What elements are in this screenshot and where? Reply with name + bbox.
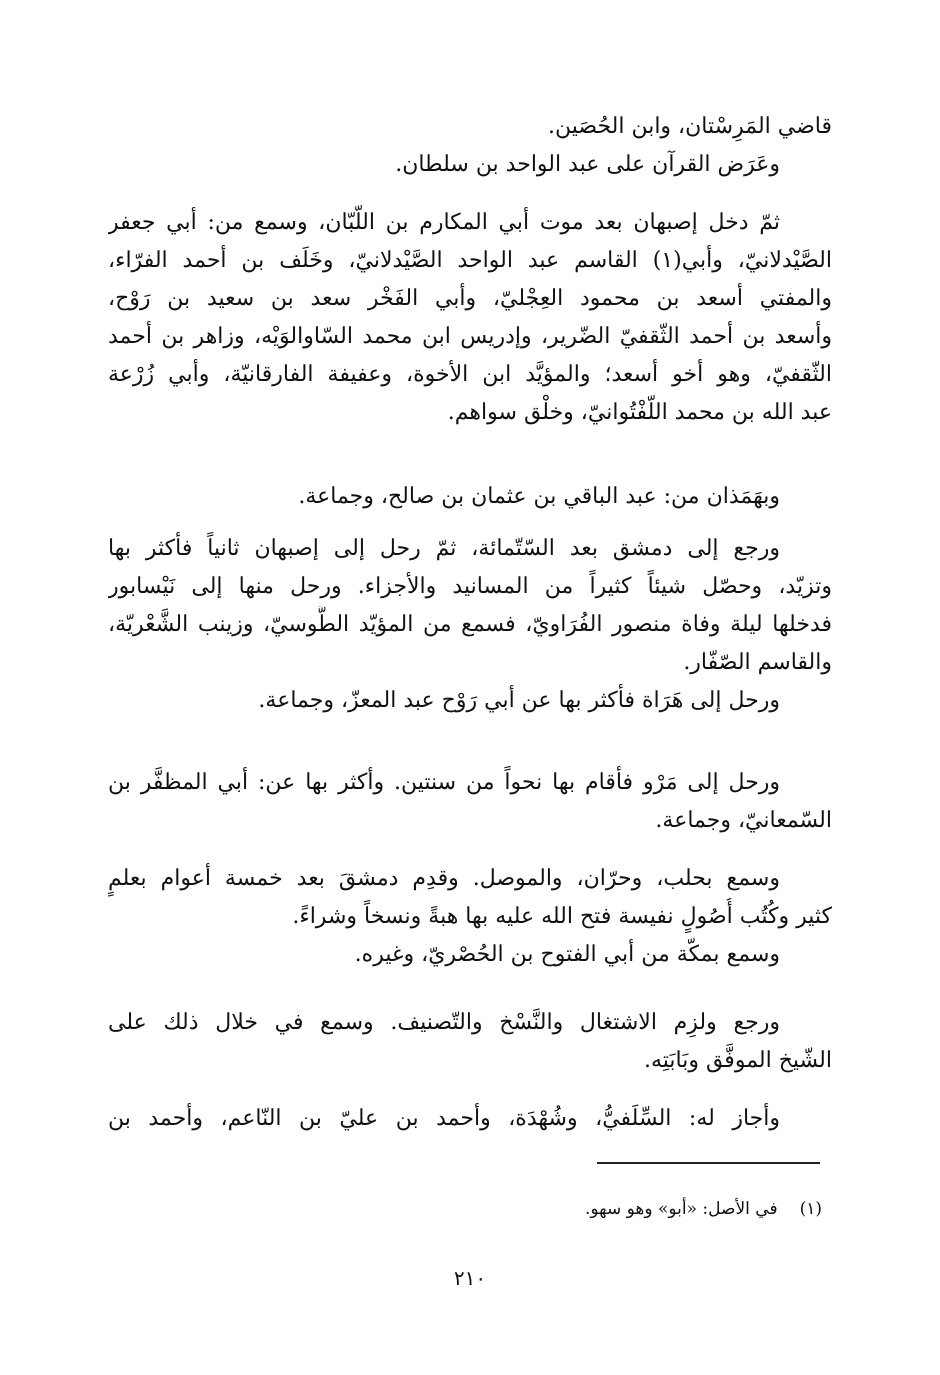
- text-line: ورجع ولزِم الاشتغال والنَّسْخ والتّصنيف. وسمع في خلال ذلك على: [108, 1010, 780, 1035]
- text-line: ورحل إلى مَرْو فأقام بها نحواً من سنتين. وأكثر بها عن: أبي المظفَّر بن: [108, 770, 780, 795]
- text-line: ورحل إلى هَرَاة فأكثر بها عن أبي رَوْح عبد المعزّ، وجماعة.: [258, 688, 780, 713]
- text-line: الصَّيْدلانيّ، وأبي(١) القاسم عبد الواحد الصَّيْدلانيّ، وخَلَف بن أحمد الفرّاء،: [108, 248, 832, 273]
- paragraph-7: [108, 1004, 832, 1080]
- text-line: وعَرَض القرآن على عبد الواحد بن سلطان.: [395, 152, 780, 177]
- footnote-number: (١): [799, 1199, 822, 1219]
- text-line: ثمّ دخل إصبهان بعد موت أبي المكارم بن اللّبّان، وسمع من: أبي جعفر: [108, 210, 780, 235]
- text-line: والمفتي أسعد بن محمود العِجْليّ، وأبي الفَخْر سعد بن سعيد بن رَوْح،: [108, 286, 832, 311]
- text-line: وسمع بحلب، وحرّان، والموصل. وقدِم دمشقَ بعد خمسة أعوام بعلمٍ: [108, 866, 780, 891]
- paragraph-6: [108, 860, 832, 974]
- text-line: وأجاز له: السِّلَفيُّ، وشُهْدَة، وأحمد بن عليّ بن النّاعم، وأحمد بن: [108, 1106, 780, 1131]
- text-line: قاضي المَرِسْتان، وابن الحُصَين.: [547, 114, 832, 139]
- text-line: وتزيّد، وحصّل شيئاً كثيراً من المسانيد والأجزاء. ورحل منها إلى نَيْسابور: [108, 574, 832, 599]
- text-line: وأسعد بن أحمد الثّقفيّ الضّرير، وإدريس ابن محمد السّاوالوَيْه، وزاهر بن أحمد: [108, 324, 832, 349]
- paragraph-2: [108, 204, 832, 432]
- footnote: [262, 1195, 822, 1223]
- text-line: ورجع إلى دمشق بعد السّتّمائة، ثمّ رحل إلى إصبهان ثانياً فأكثر بها: [108, 536, 780, 561]
- footnote-text: في الأصل: «أبو» وهو سهو.: [584, 1199, 778, 1219]
- text-line: عبد الله بن محمد اللّفْتُوانيّ، وخلْق سواهم.: [447, 400, 832, 425]
- paragraph-5: [108, 764, 832, 840]
- text-line: الثّقفيّ، وهو أخو أسعد؛ والمؤيَّد ابن الأخوة، وعفيفة الفارقانيّة، وأبي زُرْعة: [108, 362, 832, 387]
- text-line: كثير وكُتُب أُصُولٍ نفيسة فتح الله عليه بها هبةً ونسخاً وشراءً.: [292, 904, 832, 929]
- paragraph-1: [108, 108, 832, 184]
- footnote-separator: [597, 1162, 820, 1164]
- paragraph-3: [108, 478, 832, 516]
- text-line: والقاسم الصّفّار.: [683, 650, 832, 675]
- text-line: السّمعانيّ، وجماعة.: [655, 808, 832, 833]
- paragraph-4: [108, 530, 832, 720]
- text-line: وبهَمَذان من: عبد الباقي بن عثمان بن صالح، وجماعة.: [298, 484, 780, 509]
- text-line: الشّيخ الموفَّق وبَابَتِه.: [643, 1048, 832, 1073]
- text-line: فدخلها ليلة وفاة منصور الفُرَاويّ، فسمع من المؤيّد الطُّوسيّ، وزينب الشَّعْريّة،: [108, 612, 832, 637]
- text-line: وسمع بمكّة من أبي الفتوح بن الحُصْريّ، وغيره.: [354, 942, 780, 967]
- page-number: ٢١٠: [453, 1266, 487, 1290]
- paragraph-8: [108, 1100, 832, 1138]
